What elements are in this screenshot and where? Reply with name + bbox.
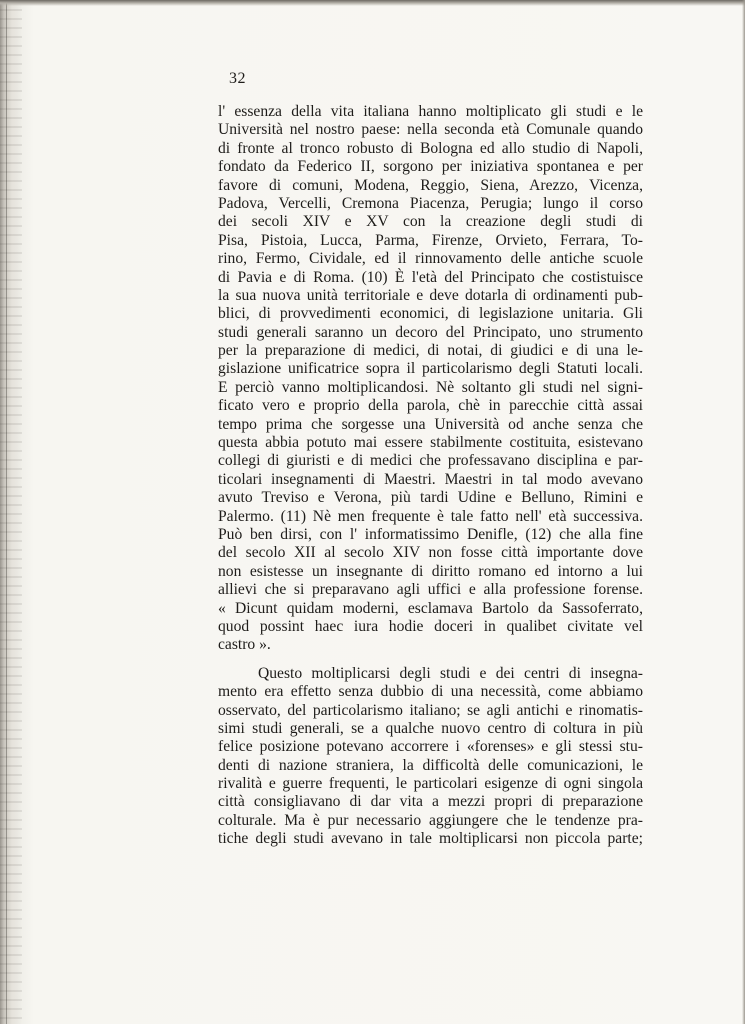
text-line: di fronte al tronco robusto di Bologna ed allo studio di Napoli, [218, 139, 643, 157]
text-line: E perciò vanno moltiplicandosi. Nè soltanto gli studi nel signi- [218, 378, 643, 396]
text-line: fondato da Federico II, sorgono per iniziativa spontanea e per [218, 158, 643, 176]
text-line: allievi che si preparavano agli uffici e alla professione forense. [218, 581, 643, 599]
text-line: non esistesse un insegnante di diritto romano ed intorno a lui [218, 562, 643, 580]
text-line: ticolari insegnamenti di Maestri. Maestri in tal modo avevano [218, 470, 643, 488]
text-line: osservato, del particolarismo italiano; se agli antichi e rinomatis- [218, 701, 643, 719]
top-edge-shadow [0, 0, 745, 6]
text-line: simi studi generali, se a qualche nuovo centro di coltura in più [218, 719, 643, 737]
text-line: rivalità e guerre frequenti, le particolari esigenze di ogni singola [218, 775, 643, 793]
text-line: Padova, Vercelli, Cremona Piacenza, Perugia; lungo il corso [218, 194, 643, 212]
text-line: denti di nazione straniera, la difficoltà delle comunicazioni, le [218, 756, 643, 774]
text-line: l' essenza della vita italiana hanno moltiplicato gli studi e le [218, 103, 643, 120]
text-line: per la preparazione di medici, di notai, di giudici e di una le- [218, 342, 643, 360]
text-line: di Pavia e di Roma. (10) È l'età del Principato che costistuisce [218, 268, 643, 286]
text-line: blici, di provvedimenti economici, di legislazione unitaria. Gli [218, 305, 643, 323]
text-line: tempo prima che sorgesse una Università od anche senza che [218, 415, 643, 433]
text-line: Pisa, Pistoia, Lucca, Parma, Firenze, Orvieto, Ferrara, To- [218, 231, 643, 249]
text-line: Questo moltiplicarsi degli studi e dei centri di insegna- [258, 664, 643, 682]
text-line: colturale. Ma è pur necessario aggiungere che le tendenze pra- [218, 811, 643, 829]
text-line: questa abbia potuto mai essere stabilmente costituita, esistevano [218, 434, 643, 452]
text-line: Università nel nostro paese: nella seconda età Comunale quando [218, 121, 643, 139]
text-line: la sua nuova unità territoriale e deve dotarla di ordinamenti pub- [218, 286, 643, 304]
text-line: favore di comuni, Modena, Reggio, Siena, Arezzo, Vicenza, [218, 176, 643, 194]
text-line: collegi di giuristi e di medici che professavano disciplina e par- [218, 452, 643, 470]
text-line: ficato vero e proprio della parola, chè in parecchie città assai [218, 397, 643, 415]
binding-line [6, 0, 7, 1024]
text-line: quod possint haec iura hodie doceri in qualibet civitate vel [218, 617, 643, 635]
text-line: tiche degli studi avevano in tale moltiplicarsi non piccola parte; [218, 830, 643, 848]
text-line: città consigliavano di dar vita a mezzi propri di preparazione [218, 793, 643, 811]
text-line: mento era effetto senza dubbio di una necessità, come abbiamo [218, 683, 643, 701]
binding-edge [0, 0, 22, 1024]
paragraph-1 [218, 103, 643, 655]
body-text [218, 103, 643, 849]
text-line: Palermo. (11) Nè men frequente è tale fatto nell' età successiva. [218, 507, 643, 525]
paragraph-2 [218, 665, 643, 849]
text-line: Può ben dirsi, con l' informatissimo Denifle, (12) che alla fine [218, 525, 643, 543]
text-line: rino, Fermo, Cividale, ed il rinnovamento delle antiche scuole [218, 250, 643, 268]
text-line: gislazione unificatrice sopra il particolarismo degli Statuti locali. [218, 360, 643, 378]
text-line: del secolo XII al secolo XIV non fosse città importante dove [218, 544, 643, 562]
text-line: « Dicunt quidam moderni, esclamava Bartolo da Sassoferrato, [218, 599, 643, 617]
page-number: 32 [229, 70, 246, 87]
text-line: avuto Treviso e Verona, più tardi Udine e Belluno, Rimini e [218, 489, 643, 507]
paragraph-gap [218, 655, 643, 665]
text-line: studi generali saranno un decoro del Principato, uno strumento [218, 323, 643, 341]
text-line: dei secoli XIV e XV con la creazione degli studi di [218, 213, 643, 231]
text-line: castro ». [218, 636, 271, 654]
text-line: felice posizione potevano accorrere i «forenses» e gli stessi stu- [218, 738, 643, 756]
